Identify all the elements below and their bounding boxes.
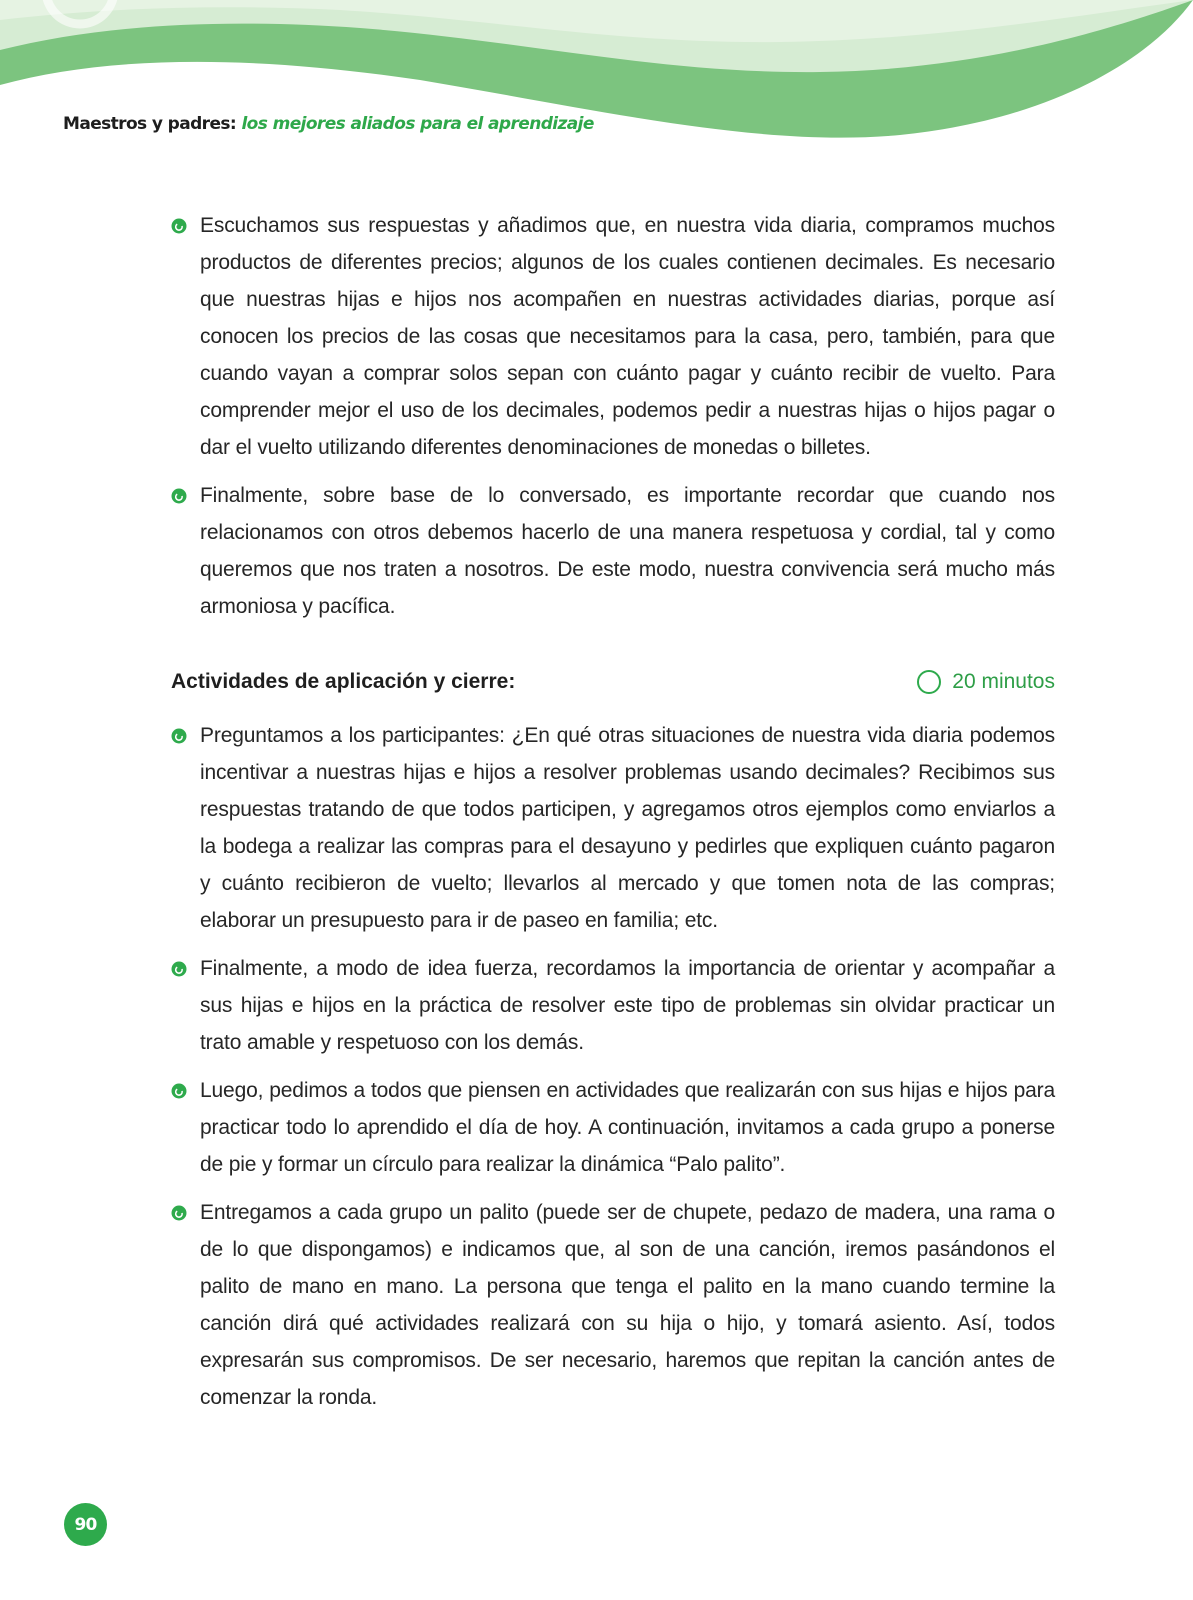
header-accent: los mejores aliados para el aprendizaje	[241, 114, 594, 134]
clock-icon	[916, 669, 942, 695]
list-item	[171, 1072, 1055, 1183]
list-item	[171, 1194, 1055, 1416]
bullet-icon	[171, 1205, 187, 1221]
paragraph: Escuchamos sus respuestas y añadimos que, en nuestra vida diaria, compramos muchos productos de diferentes precios; algunos de los cuales contienen decimales. Es necesario que nuestras hijas e hijos nos acompañen en nuestras actividades diarias, porque así conocen los precios de las cosas que necesitamos para la casa, pero, también, para que cuando vayan a comprar solos sepan con cuánto pagar y cuánto recibir de vuelto. Para comprender mejor el uso de los decimales, podemos pedir a nuestras hijas o hijos pagar o dar el vuelto utilizando diferentes denominaciones de monedas o billetes.	[200, 214, 1055, 459]
page-number: 90	[74, 1514, 97, 1535]
page-number-badge	[64, 1503, 107, 1546]
list-item	[171, 950, 1055, 1061]
section-title: Actividades de aplicación y cierre:	[171, 670, 516, 693]
bullet-icon	[171, 1083, 187, 1099]
header-lead: Maestros y padres:	[63, 114, 237, 134]
bullet-icon	[171, 728, 187, 744]
header-wave-banner	[0, 0, 1193, 160]
list-item	[171, 717, 1055, 939]
paragraph: Preguntamos a los participantes: ¿En qué otras situaciones de nuestra vida diaria podemos incentivar a nuestras hijas e hijos a resolver problemas usando decimales? Recibimos sus respuestas tratando de que todos participen, y agregamos otros ejemplos como enviarlos a la bodega a realizar las compras para el desayuno y pedirles que expliquen cuánto pagaron y cuánto recibieron de vuelto; llevarlos al mercado y que tomen nota de las compras; elaborar un presupuesto para ir de paseo en familia; etc.	[200, 724, 1055, 932]
running-header	[63, 114, 594, 134]
paragraph: Entregamos a cada grupo un palito (puede ser de chupete, pedazo de madera, una rama o de lo que dispongamos) e indicamos que, al son de una canción, iremos pasándonos el palito de mano en mano. La persona que tenga el palito en la mano cuando termine la canción dirá qué actividades realizará con su hija o hijo, y tomará asiento. Así, todos expresarán sus compromisos. De ser necesario, haremos que repitan la canción antes de comenzar la ronda.	[200, 1201, 1055, 1409]
bullet-icon	[171, 961, 187, 977]
duration-label	[916, 663, 1055, 700]
paragraph: Finalmente, sobre base de lo conversado, es importante recordar que cuando nos relacionamos con otros debemos hacerlo de una manera respetuosa y cordial, tal y como queremos que nos traten a nosotros. De este modo, nuestra convivencia será mucho más armoniosa y pacífica.	[200, 484, 1055, 618]
list-item	[171, 477, 1055, 625]
paragraph: Luego, pedimos a todos que piensen en actividades que realizarán con sus hijas e hijos para practicar todo lo aprendido el día de hoy. A continuación, invitamos a cada grupo a ponerse de pie y formar un círculo para realizar la dinámica “Palo palito”.	[200, 1079, 1055, 1176]
list-item	[171, 207, 1055, 466]
main-content	[171, 207, 1055, 1427]
bullet-icon	[171, 218, 187, 234]
bullet-icon	[171, 488, 187, 504]
section-header	[171, 663, 1055, 700]
duration-text: 20 minutos	[952, 670, 1055, 693]
paragraph: Finalmente, a modo de idea fuerza, recordamos la importancia de orientar y acompañar a sus hijas e hijos en la práctica de resolver este tipo de problemas sin olvidar practicar un trato amable y respetuoso con los demás.	[200, 957, 1055, 1054]
